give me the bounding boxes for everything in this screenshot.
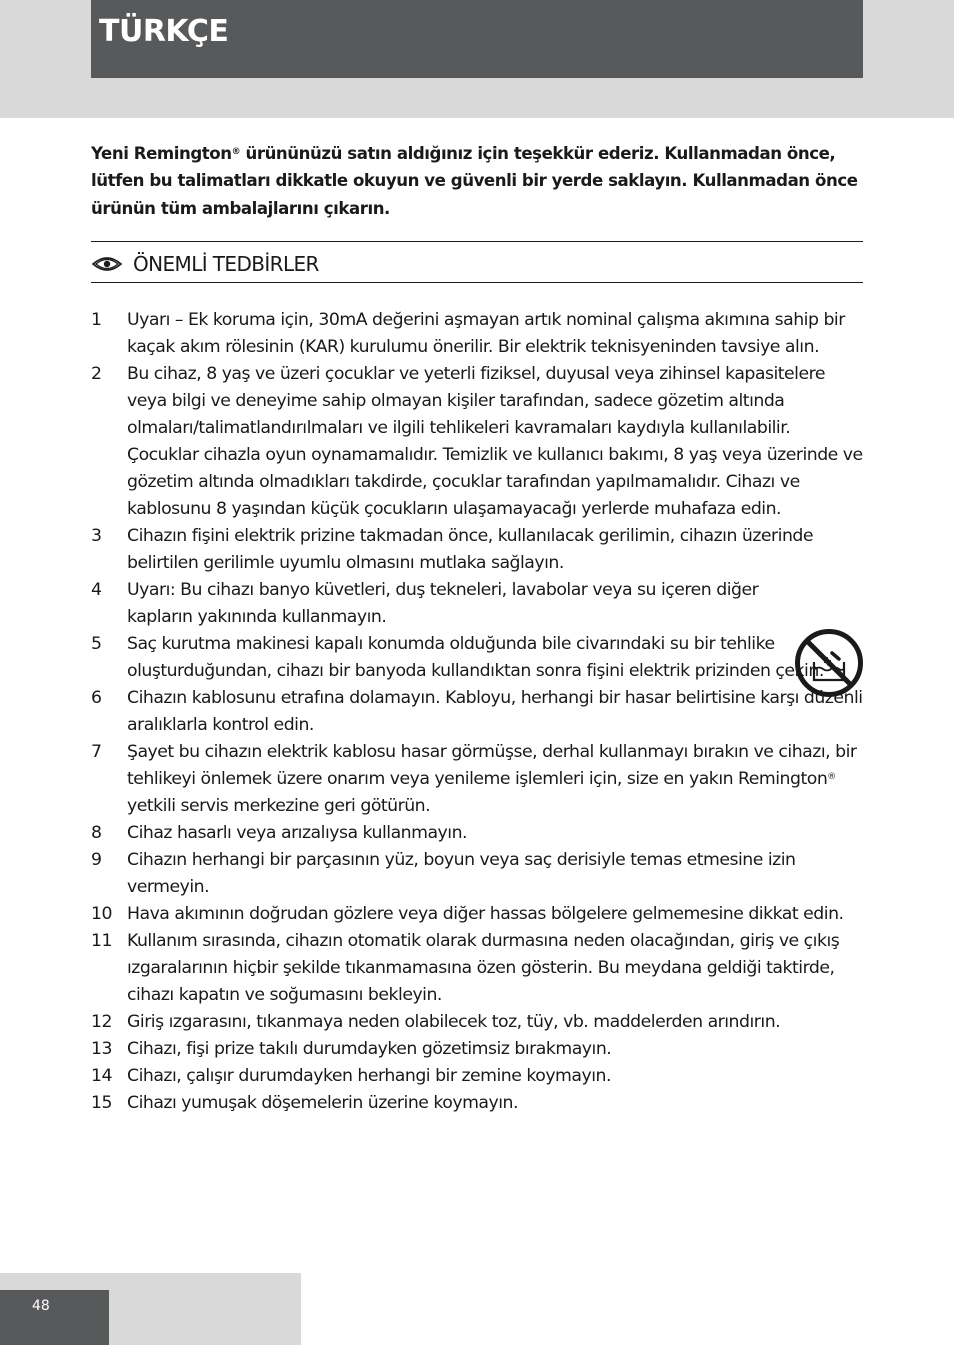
- item-number: 12: [91, 1012, 112, 1032]
- list-item: [91, 631, 863, 685]
- item-text: Cihazın fişini elektrik prizine takmadan önce, kullanılacak gerilimin, cihazın üzerinde belirtilen gerilimle uyumlu olmasını mutlaka sağlayın.: [127, 526, 814, 573]
- item-number: 6: [91, 688, 102, 708]
- section-title: ÖNEMLİ TEDBİRLER: [133, 252, 319, 276]
- list-item: [91, 928, 863, 1009]
- list-item: [91, 1036, 863, 1063]
- registered-mark: ®: [827, 772, 836, 782]
- page-number: 48: [32, 1298, 50, 1314]
- precautions-list: [91, 307, 863, 1117]
- list-item: [91, 523, 863, 577]
- page-number-box: [0, 1290, 109, 1345]
- item-text: Cihazı, fişi prize takılı durumdayken gözetimsiz bırakmayın.: [127, 1039, 612, 1059]
- item-text: Hava akımının doğrudan gözlere veya diğer hassas bölgelere gelmemesine dikkat edin.: [127, 904, 844, 924]
- item-number: 15: [91, 1093, 112, 1113]
- item-number: 11: [91, 931, 112, 951]
- item-number: 9: [91, 850, 102, 870]
- section-header: [91, 241, 863, 283]
- item-number: 2: [91, 364, 102, 384]
- no-bath-water-icon: [794, 628, 864, 698]
- item-text: Kullanım sırasında, cihazın otomatik olarak durmasına neden olacağından, giriş ve çıkış ızgaralarının hiçbir şekilde tıkanmamasına özen gösterin. Bu meydana geldiği taktirde, cihazı kapatın ve soğumasını bekleyin.: [127, 931, 840, 1005]
- list-item: [91, 685, 863, 739]
- list-item: [91, 820, 863, 847]
- item-text: Cihazı yumuşak döşemelerin üzerine koymayın.: [127, 1093, 518, 1113]
- registered-mark: ®: [231, 147, 241, 157]
- item-number: 7: [91, 742, 102, 762]
- item-text: Uyarı – Ek koruma için, 30mA değerini aşmayan artık nominal çalışma akımına sahip bir kaçak akım rölesinin (KAR) kurulumu önerilir. Bir elektrik teknisyeninden tavsiye alın.: [127, 310, 845, 357]
- item-number: 5: [91, 634, 102, 654]
- intro-text-end: ürününüzü satın aldığınız için teşekkür ederiz. Kullanmadan önce, lütfen bu talimatları dikkatle okuyun ve güvenli bir yerde saklayın. Kullanmadan önce ürünün tüm ambalajlarını çıkarın.: [91, 144, 858, 218]
- item-number: 3: [91, 526, 102, 546]
- item-text: Cihaz hasarlı veya arızalıysa kullanmayın.: [127, 823, 468, 843]
- item-number: 13: [91, 1039, 112, 1059]
- item-number: 10: [91, 904, 112, 924]
- item-text-end: yetkili servis merkezine geri götürün.: [127, 796, 431, 816]
- item-text-start: Şayet bu cihazın elektrik kablosu hasar görmüşse, derhal kullanmayı bırakın ve cihazı, bir tehlikeyi önlemek üzere onarım veya yenileme işlemleri için, size en yakın Remington: [127, 742, 857, 789]
- list-item: [91, 1090, 863, 1117]
- item-text: Bu cihaz, 8 yaş ve üzeri çocuklar ve yeterli fiziksel, duyusal veya zihinsel kapasitelere veya bilgi ve deneyime sahip olmayan kişiler tarafından, sadece gözetim altında olmaları/talimatlandırılmaları ve ilgili tehlikeleri kavramaları kaydıyla kullanılabilir. Çocuklar cihazla oyun oynamamalıdır. Temizlik ve kullanıcı bakımı, 8 yaş veya üzerinde ve gözetim altında olmadıkları takdirde, çocuklar tarafından yapılmamalıdır. Cihazı ve kablosunu 8 yaşından küçük çocukların ulaşamayacağı yerlerde muhafaza edin.: [127, 364, 863, 519]
- intro-text-start: Yeni Remington: [91, 144, 232, 163]
- list-item: [91, 361, 863, 523]
- intro-paragraph: [91, 140, 866, 222]
- item-text: [127, 739, 863, 820]
- item-text: Uyarı: Bu cihazı banyo küvetleri, duş tekneleri, lavabolar veya su içeren diğer kapların yakınında kullanmayın.: [127, 580, 759, 627]
- item-text: Saç kurutma makinesi kapalı konumda olduğunda bile civarındaki su bir tehlike oluşturduğundan, cihazı bir banyoda kullandıktan sonra fişini elektrik prizinden çekin.: [127, 634, 824, 681]
- item-number: 8: [91, 823, 102, 843]
- item-text: Cihazın kablosunu etrafına dolamayın. Kabloyu, herhangi bir hasar belirtisine karşı düzenli aralıklarla kontrol edin.: [127, 688, 863, 735]
- item-text: Giriş ızgarasını, tıkanmaya neden olabilecek toz, tüy, vb. maddelerden arındırın.: [127, 1012, 781, 1032]
- item-number: 1: [91, 310, 102, 330]
- language-title-bar: [91, 0, 863, 78]
- list-item: [91, 739, 863, 820]
- list-item: [91, 307, 863, 361]
- list-item: [91, 577, 863, 631]
- item-number: 14: [91, 1066, 112, 1086]
- eye-icon: [92, 255, 122, 273]
- list-item: [91, 1009, 863, 1036]
- list-item: [91, 1063, 863, 1090]
- page-title: TÜRKÇE: [99, 14, 229, 49]
- list-item: [91, 847, 863, 901]
- item-number: 4: [91, 580, 102, 600]
- item-text: Cihazı, çalışır durumdayken herhangi bir zemine koymayın.: [127, 1066, 611, 1086]
- list-item: [91, 901, 863, 928]
- item-text: Cihazın herhangi bir parçasının yüz, boyun veya saç derisiyle temas etmesine izin vermeyin.: [127, 850, 796, 897]
